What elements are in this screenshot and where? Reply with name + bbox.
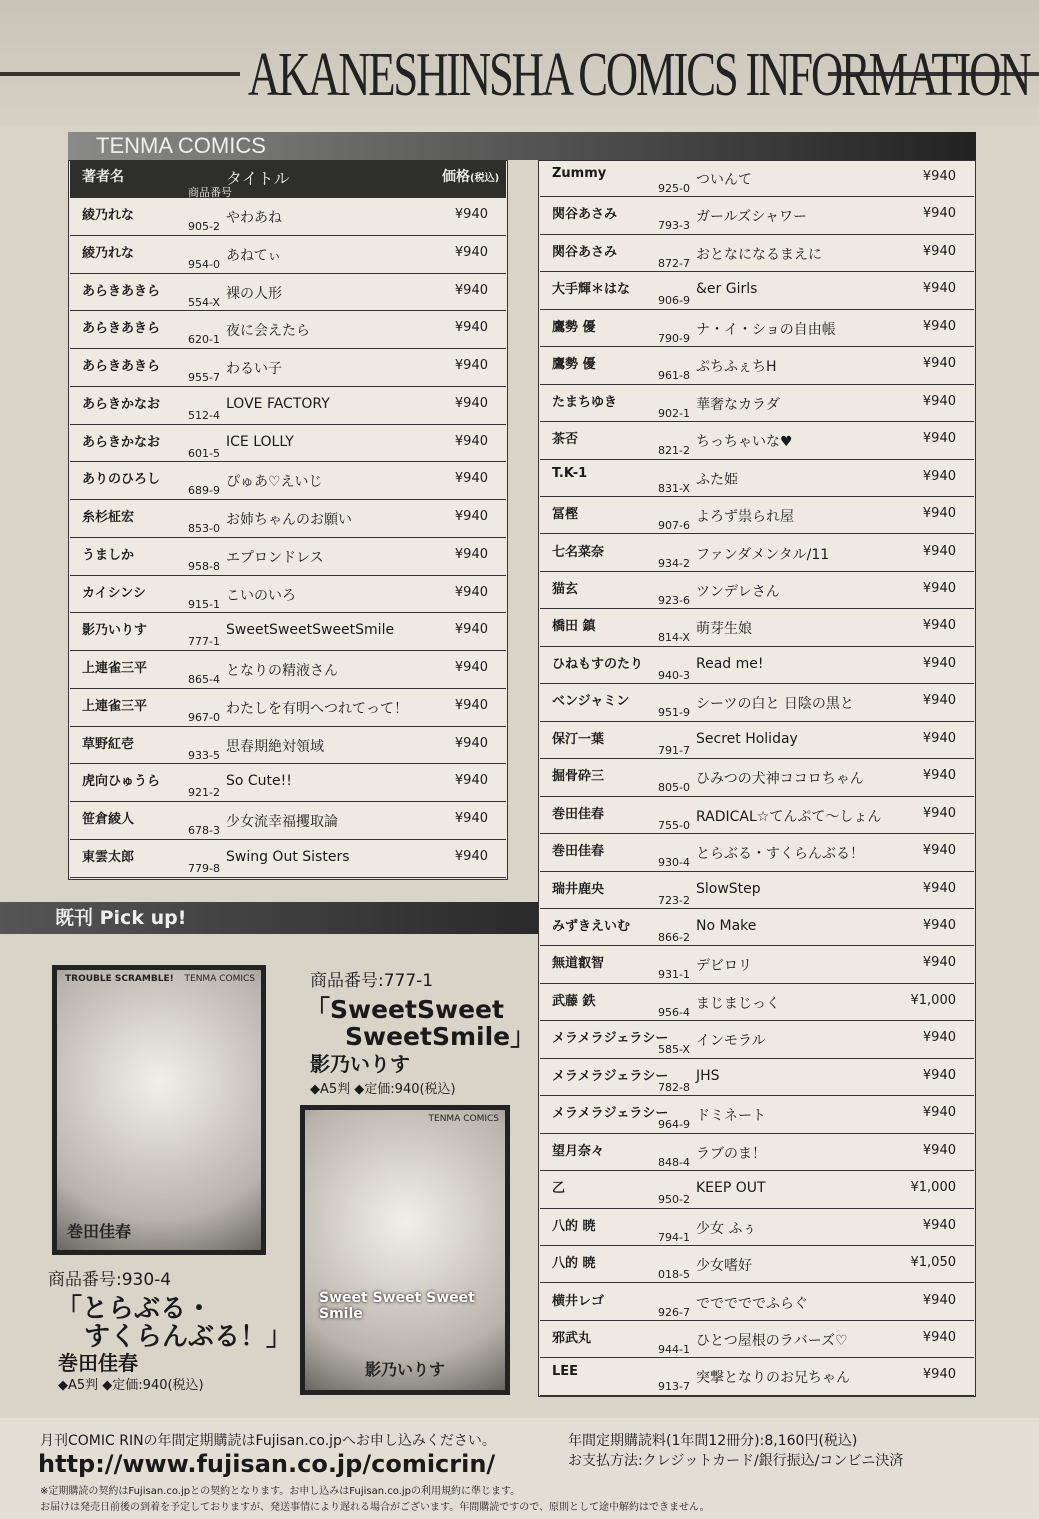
price: ¥940	[454, 697, 488, 713]
book-title: JHS	[696, 1067, 720, 1084]
product-code: 848-4	[658, 1155, 690, 1169]
table-row	[540, 1134, 974, 1171]
table-row	[540, 909, 974, 946]
price: ¥940	[454, 811, 488, 826]
product-code: 512-4	[188, 408, 220, 422]
author: LEE	[552, 1364, 579, 1380]
author: T.K-1	[552, 465, 588, 481]
table-row	[540, 1321, 974, 1358]
book-title: 萌芽生娘	[696, 621, 752, 638]
price: ¥940	[922, 805, 956, 821]
price: ¥940	[922, 281, 956, 297]
price: ¥940	[922, 506, 956, 522]
table-row	[70, 462, 506, 500]
author: ベンジャミン	[552, 694, 630, 710]
cover-author: 巻田佳春	[67, 1222, 132, 1241]
cover-label: Sweet Sweet Sweet Smile	[319, 1290, 475, 1322]
book-title: ひみつの犬神ココロちゃん	[696, 771, 864, 788]
price: ¥940	[922, 1142, 956, 1158]
author: 関谷あさみ	[552, 207, 618, 223]
table-row	[540, 160, 974, 197]
price: ¥1,050	[910, 1255, 956, 1271]
author: 上連雀三平	[82, 698, 148, 714]
author: 武藤 鉄	[552, 993, 596, 1009]
book-title: やわあね	[226, 210, 282, 226]
author: カイシンシ	[82, 585, 146, 601]
book-title: RADICAL☆てんぷて〜しょん	[696, 808, 882, 825]
product-code: 954-0	[188, 257, 220, 271]
book-title: 思春期絶対領域	[226, 738, 324, 755]
price: ¥940	[454, 395, 488, 411]
price: ¥940	[454, 244, 488, 260]
table-row	[70, 802, 506, 840]
section-title: TENMA COMICS	[68, 132, 976, 160]
author: 巻田佳春	[552, 806, 605, 822]
price: ¥940	[922, 655, 956, 671]
footer	[0, 1418, 1039, 1519]
author: メラメラジェラシー	[552, 1031, 669, 1047]
price: ¥940	[922, 543, 956, 559]
subscription-url[interactable]: http://www.fujisan.co.jp/comicrin/	[38, 1450, 496, 1478]
table-row	[540, 1021, 974, 1058]
book1-title-2: すくらんぶる！」	[84, 1322, 293, 1352]
book-title: Swing Out Sisters	[226, 848, 350, 865]
book-title: ガールズシャワー	[696, 209, 808, 226]
col-price	[442, 166, 499, 186]
author: メラメラジェラシー	[552, 1068, 669, 1084]
book-title: わるい子	[226, 361, 282, 377]
price: ¥940	[922, 431, 956, 447]
price: ¥940	[922, 768, 956, 784]
book-title: よろず祟られ屋	[696, 509, 794, 526]
subscription-text: 月刊COMIC RINの年間定期購読はFujisan.co.jpへお申し込みください。	[40, 1433, 496, 1449]
col-price-note: (税込)	[470, 173, 500, 184]
product-code: 931-1	[658, 968, 690, 982]
table-row	[540, 1209, 974, 1246]
author: 七名菜奈	[552, 544, 605, 560]
price: ¥940	[922, 1329, 956, 1345]
author: 瑞井鹿央	[552, 881, 605, 897]
book2-spec: ◆A5判 ◆定価:940(税込)	[310, 1082, 456, 1097]
book-title: ふた姫	[696, 471, 738, 488]
subscription-fee: 年間定期購読料(1年間12冊分):8,160円(税込)	[568, 1433, 858, 1449]
author: 無道叡智	[552, 956, 605, 972]
table-header	[70, 160, 506, 198]
table-row	[540, 609, 974, 646]
product-code: 955-7	[188, 371, 220, 384]
author: 虎向ひゅうら	[82, 774, 161, 790]
book-title: No Make	[696, 918, 757, 934]
author: 猫玄	[552, 581, 579, 597]
price: ¥940	[922, 693, 956, 709]
pickup-heading: 既刊 Pick up!	[0, 902, 538, 934]
table-row	[540, 310, 974, 347]
book-title: となりの精液さん	[226, 663, 338, 679]
price: ¥940	[454, 622, 488, 638]
book1-code: 商品番号:930-4	[48, 1270, 172, 1290]
price: ¥940	[922, 580, 956, 596]
footer-note-2: お届けは発売日前後の到着を予定しておりますが、発送事情により遅れる場合がございます。年間購読ですので、原則として途中解約はできません。	[40, 1502, 710, 1513]
product-code: 944-1	[658, 1342, 690, 1356]
author: ひねもすのたり	[552, 656, 644, 672]
author: 大手輝＊はな	[552, 282, 631, 298]
table-row	[70, 651, 506, 689]
book-title: LOVE FACTORY	[226, 395, 330, 412]
table-row	[70, 198, 506, 236]
footer-note-1: ※定期購読の契約はFujisan.co.jpとの契約となります。お申し込みはFujisan.co.jpの利用規約に準じます。	[40, 1486, 521, 1497]
price: ¥940	[922, 206, 956, 222]
price: ¥940	[454, 282, 488, 298]
author: あらきあきら	[82, 359, 161, 374]
product-code: 950-2	[658, 1193, 690, 1207]
book-title: ナ・イ・ショの自由帳	[696, 321, 836, 338]
author: 影乃いりす	[82, 623, 148, 639]
product-code: 926-7	[658, 1305, 690, 1319]
product-code: 964-9	[658, 1118, 690, 1132]
book-title: あねてぃ	[226, 247, 282, 264]
table-row	[540, 347, 974, 384]
price: ¥940	[922, 1105, 956, 1121]
book-title: こいのいろ	[226, 587, 296, 604]
table-row	[540, 535, 974, 572]
author: 東雲太郎	[82, 849, 135, 865]
table-row	[540, 235, 974, 272]
book-title: でででででふらぐ	[696, 1295, 808, 1312]
book2-code: 商品番号:777-1	[310, 971, 434, 991]
author: 関谷あさみ	[552, 244, 618, 260]
table-row	[540, 1246, 974, 1283]
product-code: 925-0	[658, 182, 690, 195]
book-title: ツンデレさん	[696, 583, 780, 600]
author: Zummy	[552, 166, 607, 181]
product-code: 913-7	[658, 1380, 690, 1394]
price: ¥940	[922, 318, 956, 334]
product-code: 933-5	[188, 748, 220, 762]
table-row	[540, 1284, 974, 1321]
book-title: 少女嗜好	[696, 1258, 752, 1275]
price: ¥940	[922, 356, 956, 372]
author: 望月奈々	[552, 1143, 605, 1159]
book-title: 裸の人形	[226, 285, 282, 302]
table-row	[70, 727, 506, 765]
author: あらきかなお	[82, 396, 161, 412]
product-code: 930-4	[658, 856, 690, 870]
author: 綾乃れな	[82, 245, 135, 261]
product-code: 906-9	[658, 294, 690, 308]
product-code: 791-7	[658, 743, 690, 757]
product-code: 934-2	[658, 556, 690, 570]
product-code: 853-0	[188, 522, 220, 535]
author: うましか	[82, 547, 135, 563]
product-code: 554-X	[188, 295, 220, 309]
book-title: 少女 ふぅ	[696, 1220, 757, 1237]
price: ¥940	[922, 618, 956, 634]
author: 八的 暁	[552, 1218, 596, 1234]
author: 掘骨砕三	[552, 769, 605, 785]
book-title: ファンダメンタル/11	[696, 546, 830, 563]
cover-author: 影乃いりす	[365, 1360, 446, 1379]
author: 八的 暁	[552, 1256, 596, 1272]
product-code: 905-2	[188, 220, 220, 233]
book2-title-1: 「SweetSweet	[305, 995, 504, 1024]
table-row	[540, 684, 974, 721]
table-row	[540, 872, 974, 909]
price: ¥940	[454, 735, 488, 751]
book1-author: 巻田佳春	[58, 1351, 138, 1375]
table-row	[540, 1096, 974, 1133]
price: ¥1,000	[910, 992, 956, 1008]
book-title: &er Girls	[696, 281, 758, 298]
book1-title-1: 「とらぶる・	[56, 1294, 213, 1324]
author: みずきえいむ	[552, 919, 631, 934]
author: 笹倉綾人	[82, 812, 135, 827]
price: ¥940	[922, 843, 956, 859]
book-title: ひとつ屋根のラバーズ♡	[696, 1332, 848, 1349]
table-row	[540, 197, 974, 234]
book-title: SlowStep	[696, 880, 761, 897]
book-title: お姉ちゃんのお願い	[226, 512, 352, 528]
book-title: おとなになるまえに	[696, 246, 822, 263]
table-row	[70, 689, 506, 727]
payment-methods: お支払方法:クレジットカード/銀行振込/コンビニ決済	[568, 1453, 904, 1469]
author: 乙	[552, 1181, 566, 1197]
price: ¥940	[454, 358, 488, 373]
price: ¥940	[922, 730, 956, 746]
product-code: 018-5	[658, 1268, 690, 1282]
col-author: 著者名	[82, 169, 124, 185]
book-title: 夜に会えたら	[226, 323, 310, 340]
author: 綾乃れな	[82, 208, 135, 223]
book-title: So Cute!!	[226, 773, 292, 790]
product-code: 958-8	[188, 559, 220, 573]
table-row	[70, 236, 506, 274]
col-title: タイトル	[226, 169, 290, 188]
table-row	[540, 759, 974, 796]
product-code: 907-6	[658, 519, 690, 533]
price: ¥940	[454, 660, 488, 675]
product-code: 915-1	[188, 597, 220, 611]
table-row	[540, 497, 974, 534]
product-code: 678-3	[188, 824, 220, 837]
table-row	[540, 797, 974, 834]
book-title: 突撃となりのお兄ちゃん	[696, 1370, 850, 1387]
book-title: シーツの白と 日陰の黒と	[696, 696, 854, 713]
price: ¥940	[922, 1030, 956, 1046]
author: 鷹勢 優	[552, 319, 596, 335]
book-title: エプロンドレス	[226, 549, 324, 566]
author: あらきあきら	[82, 321, 161, 337]
author: あらきあきら	[82, 283, 161, 299]
cover-brand: TENMA COMICS	[428, 1114, 499, 1124]
price: ¥940	[922, 243, 956, 259]
table-row	[540, 460, 974, 497]
product-code: 790-9	[658, 331, 690, 345]
price: ¥940	[454, 207, 488, 222]
author: たまちゆき	[552, 394, 618, 410]
table-row	[540, 946, 974, 983]
author: 糸杉柾宏	[82, 510, 135, 525]
price: ¥940	[922, 1292, 956, 1308]
book1-spec: ◆A5判 ◆定価:940(税込)	[58, 1378, 204, 1393]
book-title: KEEP OUT	[696, 1180, 766, 1197]
book-title: SweetSweetSweetSmile	[226, 622, 395, 639]
product-code: 866-2	[658, 931, 690, 944]
product-code: 967-0	[188, 710, 220, 724]
price: ¥940	[454, 509, 488, 524]
price: ¥940	[454, 433, 488, 449]
author: 草野紅壱	[82, 736, 135, 752]
book-title: ちっちゃいな♥	[696, 434, 793, 451]
book-title: 華奢なカラダ	[696, 396, 780, 413]
product-code: 961-8	[658, 369, 690, 383]
table-row	[70, 311, 506, 349]
book-title: ラブのま！	[696, 1145, 766, 1162]
product-code: 779-8	[188, 861, 220, 875]
book-title: Secret Holiday	[696, 730, 798, 747]
product-code: 865-4	[188, 673, 220, 686]
price: ¥940	[922, 918, 956, 933]
price: ¥940	[922, 880, 956, 896]
table-row	[70, 538, 506, 576]
title-rule-left	[0, 72, 240, 76]
price: ¥940	[454, 773, 488, 789]
price: ¥940	[922, 1067, 956, 1083]
table-row	[540, 722, 974, 759]
price: ¥940	[454, 546, 488, 562]
cover-brand: TENMA COMICS	[184, 974, 255, 984]
author: 邪武丸	[552, 1330, 592, 1346]
table-row	[540, 1171, 974, 1208]
price: ¥940	[922, 468, 956, 484]
product-code: 902-1	[658, 406, 690, 420]
product-code: 872-7	[658, 256, 690, 270]
table-row	[540, 1059, 974, 1096]
price: ¥940	[922, 393, 956, 409]
table-row	[540, 984, 974, 1021]
product-code: 585-X	[658, 1043, 690, 1057]
book-title: Read me!	[696, 655, 764, 672]
product-code: 755-0	[658, 818, 690, 832]
product-code: 794-1	[658, 1230, 690, 1244]
product-code: 923-6	[658, 593, 690, 607]
author: あらきかなお	[82, 434, 161, 450]
price: ¥1,000	[910, 1180, 956, 1196]
price: ¥940	[922, 169, 956, 184]
cover-label: TROUBLE SCRAMBLE!	[65, 974, 174, 984]
author: ありのひろし	[82, 472, 161, 488]
col-price-label: 価格	[442, 169, 470, 185]
table-row	[70, 387, 506, 425]
book-title: ぴゅあ♡えいじ	[226, 474, 323, 491]
price: ¥940	[922, 1217, 956, 1233]
product-code: 782-8	[658, 1080, 690, 1094]
author: 上連雀三平	[82, 661, 148, 676]
product-code: 814-X	[658, 631, 690, 645]
book2-author: 影乃いりす	[310, 1052, 410, 1076]
price: ¥940	[454, 471, 488, 487]
product-code: 601-5	[188, 446, 220, 460]
book2-title-2: SweetSmile」	[345, 1022, 536, 1051]
book-title: とらぶる・すくらんぶる！	[696, 846, 864, 863]
product-code: 793-3	[658, 219, 690, 233]
price: ¥940	[454, 320, 488, 336]
cover-image-sweet-smile	[300, 1105, 510, 1395]
table-row	[70, 500, 506, 538]
table-row	[70, 840, 506, 878]
table-row	[540, 647, 974, 684]
product-code: 723-2	[658, 893, 690, 907]
product-code: 821-2	[658, 444, 690, 458]
author: 橋田 鎮	[552, 619, 596, 635]
book-title: ドミネート	[696, 1108, 766, 1125]
author: 横井レゴ	[552, 1293, 605, 1309]
table-row	[540, 834, 974, 871]
price: ¥940	[922, 1367, 956, 1383]
price: ¥940	[454, 584, 488, 600]
table-row	[70, 349, 506, 387]
table-row	[70, 425, 506, 463]
product-code: 921-2	[188, 786, 220, 800]
book-title: ICE LOLLY	[226, 433, 294, 450]
price: ¥940	[454, 848, 488, 864]
product-code: 777-1	[188, 635, 220, 649]
page-title: AKANESHINSHA COMICS INFORMATION	[248, 41, 1030, 109]
table-row	[540, 1358, 974, 1395]
table-row	[540, 572, 974, 609]
book-title: ぷちふぇちH	[696, 359, 777, 376]
table-row	[540, 272, 974, 309]
book-title: わたしを有明へつれてって！	[226, 700, 408, 717]
product-code: 689-9	[188, 484, 220, 498]
product-code: 951-9	[658, 706, 690, 720]
col-code: 商品番号	[188, 186, 232, 199]
product-code: 805-0	[658, 781, 690, 795]
author: 茶否	[552, 432, 579, 448]
product-code: 620-1	[188, 333, 220, 347]
table-row	[70, 576, 506, 614]
cover-image-trouble-scramble	[52, 965, 266, 1255]
author: 鷹勢 優	[552, 357, 596, 373]
book-title: 少女流幸福攫取論	[226, 814, 338, 830]
table-row	[70, 764, 506, 802]
author: メラメラジェラシー	[552, 1106, 669, 1122]
author: 冨樫	[552, 507, 579, 523]
book-title: まじまじっく	[696, 995, 780, 1012]
book-title: ついんて	[696, 172, 752, 188]
product-code: 956-4	[658, 1005, 690, 1019]
author: 保汀一葉	[552, 731, 605, 747]
product-code: 940-3	[658, 668, 690, 682]
table-row	[70, 274, 506, 312]
price: ¥940	[922, 955, 956, 971]
book-title: デビロリ	[696, 958, 752, 975]
table-row	[70, 613, 506, 651]
table-row	[540, 385, 974, 422]
book-title: インモラル	[696, 1033, 766, 1050]
table-row	[540, 422, 974, 459]
author: 巻田佳春	[552, 844, 605, 860]
product-code: 831-X	[658, 481, 690, 495]
